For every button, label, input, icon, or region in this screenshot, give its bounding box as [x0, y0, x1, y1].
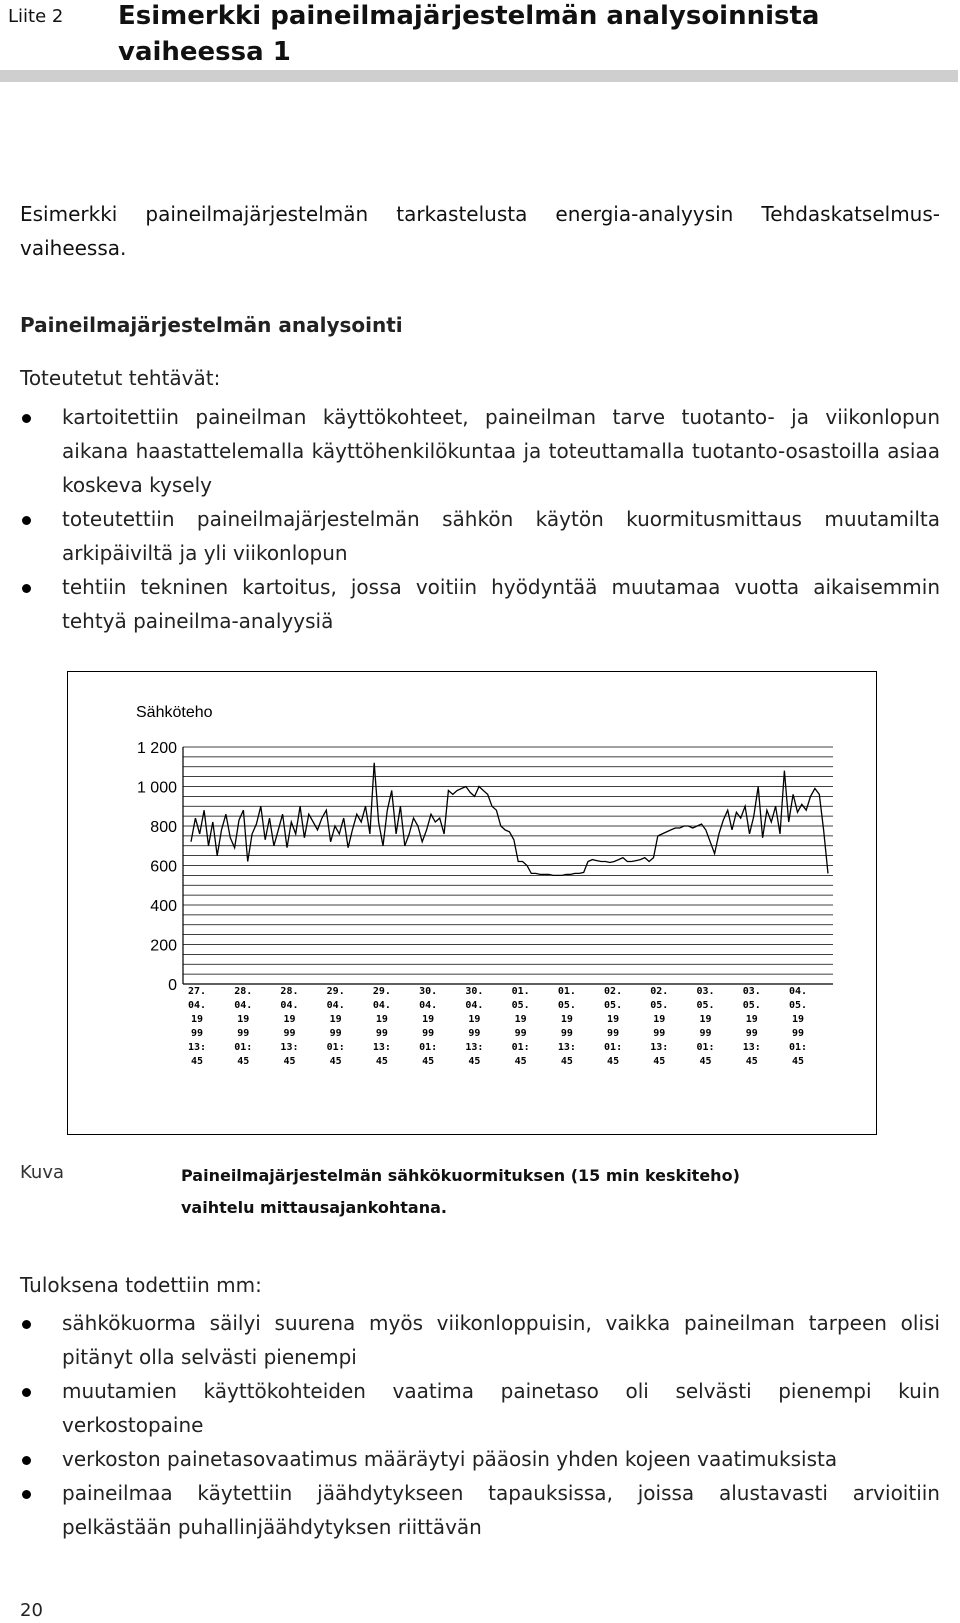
- bullet-icon: [22, 414, 31, 423]
- results-list: [20, 1306, 940, 1544]
- x-tick-label: 19: [422, 1014, 435, 1025]
- caption-label: Kuva: [20, 1162, 64, 1183]
- x-tick-label: 05.: [557, 1000, 576, 1011]
- x-tick-label: 05.: [650, 1000, 669, 1011]
- x-tick-label: 28.: [234, 986, 253, 997]
- bullet-icon: [22, 1490, 31, 1499]
- list-item-text: tehtiin tekninen kartoitus, jossa voitiin hyödyntää muutamaa vuotta aikaisemmin tehtyä paineilma-analyysiä: [62, 575, 940, 633]
- x-tick-label: 45: [699, 1056, 712, 1067]
- x-tick-label: 45: [190, 1056, 204, 1067]
- x-tick-label: 13:: [650, 1042, 669, 1053]
- x-tick-label: 99: [468, 1028, 481, 1039]
- y-tick-label: 800: [150, 819, 177, 836]
- list-item-text: muutamien käyttökohteiden vaatima painetaso oli selvästi pienempi kuin verkostopaine: [62, 1379, 940, 1437]
- x-tick-label: 05.: [696, 1000, 715, 1011]
- x-tick-label: 04.: [326, 1000, 345, 1011]
- x-tick-label: 04.: [788, 986, 808, 997]
- x-tick-label: 45: [653, 1056, 666, 1067]
- x-tick-label: 19: [699, 1014, 712, 1025]
- page-title: Esimerkki paineilmajärjestelmän analysoinnista vaiheessa 1: [118, 1, 820, 67]
- x-tick-label: 19: [560, 1014, 573, 1025]
- x-tick-label: 01.: [511, 986, 530, 997]
- y-tick-label: 400: [150, 898, 177, 915]
- x-tick-label: 99: [607, 1028, 620, 1039]
- x-tick-label: 03.: [742, 986, 761, 997]
- y-tick-label: 200: [150, 937, 177, 955]
- x-tick-label: 30.: [419, 986, 438, 997]
- x-tick-label: 99: [237, 1028, 250, 1039]
- list-item-text: toteutettiin paineilmajärjestelmän sähkön käytön kuormitusmittaus muutamilta arkipäiviltä ja yli viikonlopun: [62, 507, 940, 565]
- x-tick-label: 99: [560, 1028, 573, 1039]
- y-tick-label: 1 000: [136, 779, 177, 797]
- x-tick-label: 45: [607, 1056, 620, 1067]
- x-tick-label: 99: [190, 1028, 204, 1039]
- x-tick-label: 02.: [650, 986, 669, 997]
- x-tick-label: 19: [329, 1014, 342, 1025]
- x-tick-label: 45: [329, 1056, 342, 1067]
- x-tick-label: 19: [375, 1014, 388, 1025]
- x-tick-label: 13:: [557, 1042, 576, 1053]
- x-tick-label: 01.: [557, 986, 576, 997]
- x-tick-label: 13:: [372, 1042, 391, 1053]
- tasks-list: [20, 400, 940, 638]
- x-tick-label: 45: [514, 1056, 527, 1067]
- x-tick-label: 13:: [465, 1042, 484, 1053]
- x-tick-label: 99: [422, 1028, 435, 1039]
- x-tick-label: 29.: [326, 986, 345, 997]
- x-tick-label: 27.: [187, 986, 207, 997]
- x-tick-label: 28.: [280, 986, 299, 997]
- page-number: 20: [20, 1600, 43, 1621]
- x-tick-label: 05.: [742, 1000, 761, 1011]
- x-tick-label: 45: [422, 1056, 435, 1067]
- list-item: [20, 1442, 940, 1476]
- y-tick-label: 600: [150, 858, 177, 876]
- x-tick-label: 01:: [419, 1042, 438, 1053]
- y-tick-label: 0: [168, 977, 177, 994]
- x-tick-label: 99: [653, 1028, 666, 1039]
- x-tick-label: 19: [468, 1014, 481, 1025]
- list-item: [20, 1476, 940, 1544]
- list-item: [20, 1306, 940, 1374]
- header-divider: [0, 70, 958, 82]
- caption-text: Paineilmajärjestelmän sähkökuormituksen (15 min keskiteho) vaihtelu mittausajankohtana.: [181, 1166, 740, 1217]
- x-tick-label: 03.: [696, 986, 715, 997]
- intro-paragraph: Esimerkki paineilmajärjestelmän tarkastelusta energia-analyysin Tehdaskatselmus-vaiheessa.: [20, 202, 940, 260]
- x-tick-label: 01:: [234, 1042, 253, 1053]
- list-item-text: paineilmaa käytettiin jäähdytykseen tapauksissa, joissa alustavasti arvioitiin pelkästään puhallinjäähdytyksen riittävän: [62, 1481, 940, 1539]
- x-tick-label: 04.: [280, 1000, 299, 1011]
- tasks-heading: Toteutetut tehtävät:: [20, 366, 221, 390]
- x-tick-label: 19: [607, 1014, 620, 1025]
- x-tick-label: 05.: [511, 1000, 530, 1011]
- power-chart-figure: [67, 671, 877, 1135]
- list-item-text: kartoitettiin paineilman käyttökohteet, paineilman tarve tuotanto- ja viikonlopun aikana haastattelemalla käyttöhenkilökuntaa ja toteuttamalla tuotanto-osastoilla asiaa koskeva kysely: [62, 405, 940, 497]
- x-tick-label: 99: [514, 1028, 527, 1039]
- power-chart: [68, 672, 876, 1134]
- bullet-icon: [22, 1388, 31, 1397]
- list-item: [20, 1374, 940, 1442]
- x-tick-label: 19: [237, 1014, 250, 1025]
- x-tick-label: 19: [745, 1014, 758, 1025]
- x-tick-label: 01:: [788, 1042, 808, 1053]
- x-tick-label: 19: [190, 1014, 204, 1025]
- x-tick-label: 04.: [372, 1000, 391, 1011]
- x-tick-label: 45: [375, 1056, 388, 1067]
- x-tick-label: 04.: [187, 1000, 207, 1011]
- x-tick-label: 19: [791, 1014, 805, 1025]
- x-tick-label: 99: [791, 1028, 805, 1039]
- x-tick-label: 45: [468, 1056, 481, 1067]
- x-tick-label: 29.: [372, 986, 391, 997]
- bullet-icon: [22, 584, 31, 593]
- list-item: [20, 400, 940, 502]
- x-tick-label: 01:: [511, 1042, 530, 1053]
- y-tick-label: 1 200: [136, 740, 177, 757]
- list-item-text: sähkökuorma säilyi suurena myös viikonloppuisin, vaikka paineilman tarpeen olisi pitänyt olla selvästi pienempi: [62, 1311, 940, 1369]
- x-tick-label: 13:: [280, 1042, 299, 1053]
- x-tick-label: 99: [375, 1028, 388, 1039]
- chart-title: Sähköteho: [136, 704, 213, 721]
- x-tick-label: 13:: [187, 1042, 207, 1053]
- x-tick-label: 19: [283, 1014, 296, 1025]
- x-tick-label: 99: [283, 1028, 296, 1039]
- x-tick-label: 04.: [465, 1000, 484, 1011]
- list-item: [20, 570, 940, 638]
- x-tick-label: 05.: [788, 1000, 808, 1011]
- series-line: [191, 763, 828, 876]
- x-tick-label: 02.: [604, 986, 623, 997]
- x-tick-label: 99: [329, 1028, 342, 1039]
- x-tick-label: 05.: [604, 1000, 623, 1011]
- bullet-icon: [22, 1456, 31, 1465]
- x-tick-label: 45: [745, 1056, 758, 1067]
- x-tick-label: 19: [653, 1014, 666, 1025]
- x-tick-label: 01:: [604, 1042, 623, 1053]
- x-tick-label: 45: [237, 1056, 250, 1067]
- x-tick-label: 04.: [234, 1000, 253, 1011]
- x-tick-label: 99: [699, 1028, 712, 1039]
- x-tick-label: 01:: [326, 1042, 345, 1053]
- page-header: [0, 0, 960, 82]
- x-tick-label: 30.: [465, 986, 484, 997]
- x-tick-label: 13:: [742, 1042, 761, 1053]
- x-tick-label: 01:: [696, 1042, 715, 1053]
- x-tick-label: 99: [745, 1028, 758, 1039]
- list-item: [20, 502, 940, 570]
- bullet-icon: [22, 516, 31, 525]
- x-tick-label: 45: [791, 1056, 805, 1067]
- section-title: Paineilmajärjestelmän analysointi: [20, 313, 403, 337]
- list-item-text: verkoston painetasovaatimus määräytyi pääosin yhden kojeen vaatimuksista: [62, 1447, 838, 1471]
- results-heading: Tuloksena todettiin mm:: [20, 1273, 262, 1297]
- x-tick-label: 04.: [419, 1000, 438, 1011]
- x-tick-label: 45: [283, 1056, 296, 1067]
- x-tick-label: 45: [560, 1056, 573, 1067]
- x-tick-label: 19: [514, 1014, 527, 1025]
- bullet-icon: [22, 1320, 31, 1329]
- appendix-label: Liite 2: [8, 6, 64, 27]
